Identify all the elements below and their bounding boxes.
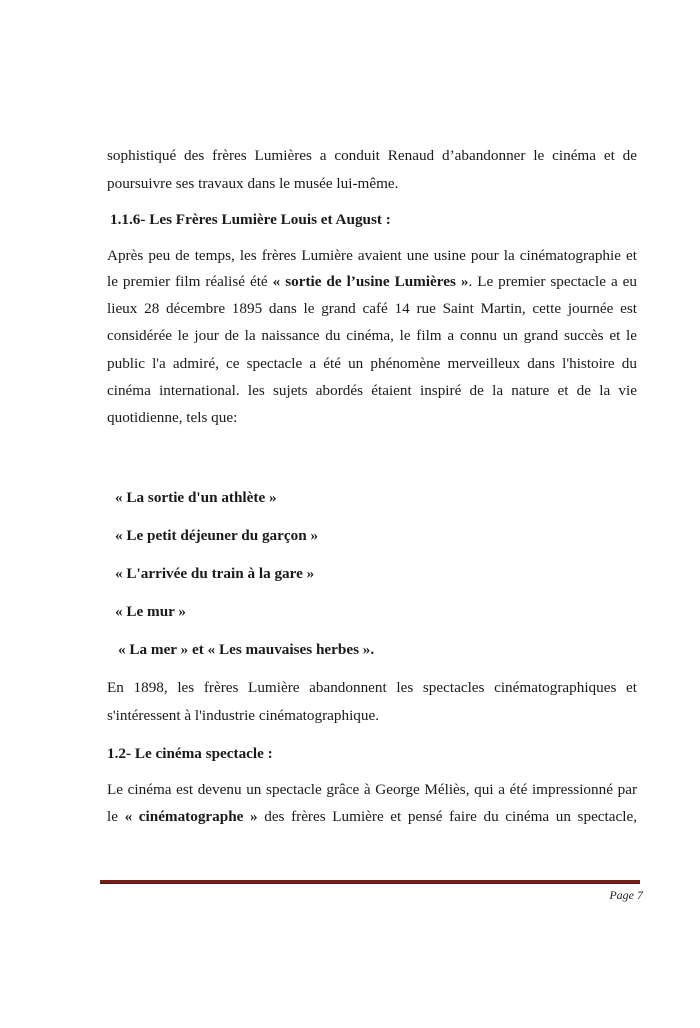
film-list-item: « La mer » et « Les mauvaises herbes ». xyxy=(118,641,375,658)
paragraph-3-line-2: s'intéressent à l'industrie cinématographique. xyxy=(107,707,380,724)
paragraph-2-line-2-text-b: . Le premier spectacle a eu xyxy=(468,273,638,290)
paragraph-1-line-1: sophistiqué des frères Lumières a conduit Renaud d’abandonner le cinéma et de xyxy=(107,147,637,164)
film-title-sortie-usine: « sortie de l’usine Lumières » xyxy=(272,273,469,290)
paragraph-1-line-2: poursuivre ses travaux dans le musée lui-même. xyxy=(107,175,399,192)
page-number: Page 7 xyxy=(609,888,643,902)
term-cinematographe: « cinématographe » xyxy=(124,808,258,825)
section-heading-1-2: 1.2- Le cinéma spectacle : xyxy=(107,745,273,762)
footer-divider xyxy=(100,880,640,884)
paragraph-2-line-4: considérée le jour de la naissance du cinéma, le film a connu un grand succès et le xyxy=(107,327,637,344)
section-heading-1-1-6: 1.1.6- Les Frères Lumière Louis et August : xyxy=(110,211,391,228)
film-list-item: « Le petit déjeuner du garçon » xyxy=(115,527,319,544)
paragraph-2-line-5: public l'a admiré, ce spectacle a été un phénomène merveilleux dans l'histoire du xyxy=(107,355,637,372)
film-list-item: « La sortie d'un athlète » xyxy=(115,489,277,506)
paragraph-2-line-2 xyxy=(107,272,637,291)
paragraph-2-line-3: lieux 28 décembre 1895 dans le grand café 14 rue Saint Martin, cette journée est xyxy=(107,300,637,317)
paragraph-3-line-1: En 1898, les frères Lumière abandonnent les spectacles cinématographiques et xyxy=(107,679,637,696)
paragraph-2-line-1: Après peu de temps, les frères Lumière avaient une usine pour la cinématographie et xyxy=(107,247,637,264)
paragraph-2-line-7: quotidienne, tels que: xyxy=(107,409,238,426)
film-list-item: « L'arrivée du train à la gare » xyxy=(115,565,315,582)
paragraph-4-line-2-text-a: le xyxy=(107,808,125,825)
paragraph-4-line-1: Le cinéma est devenu un spectacle grâce à George Méliès, qui a été impressionné par xyxy=(107,781,637,798)
film-list-item: « Le mur » xyxy=(115,603,187,620)
paragraph-4-line-2-text-b: des frères Lumière et pensé faire du cinéma un spectacle, xyxy=(257,808,638,825)
paragraph-2-line-2-text-a: le premier film réalisé été xyxy=(107,273,273,290)
paragraph-2-line-6: cinéma international. les sujets abordés étaient inspiré de la nature et de la vie xyxy=(107,382,637,399)
paragraph-4-line-2 xyxy=(107,807,637,826)
